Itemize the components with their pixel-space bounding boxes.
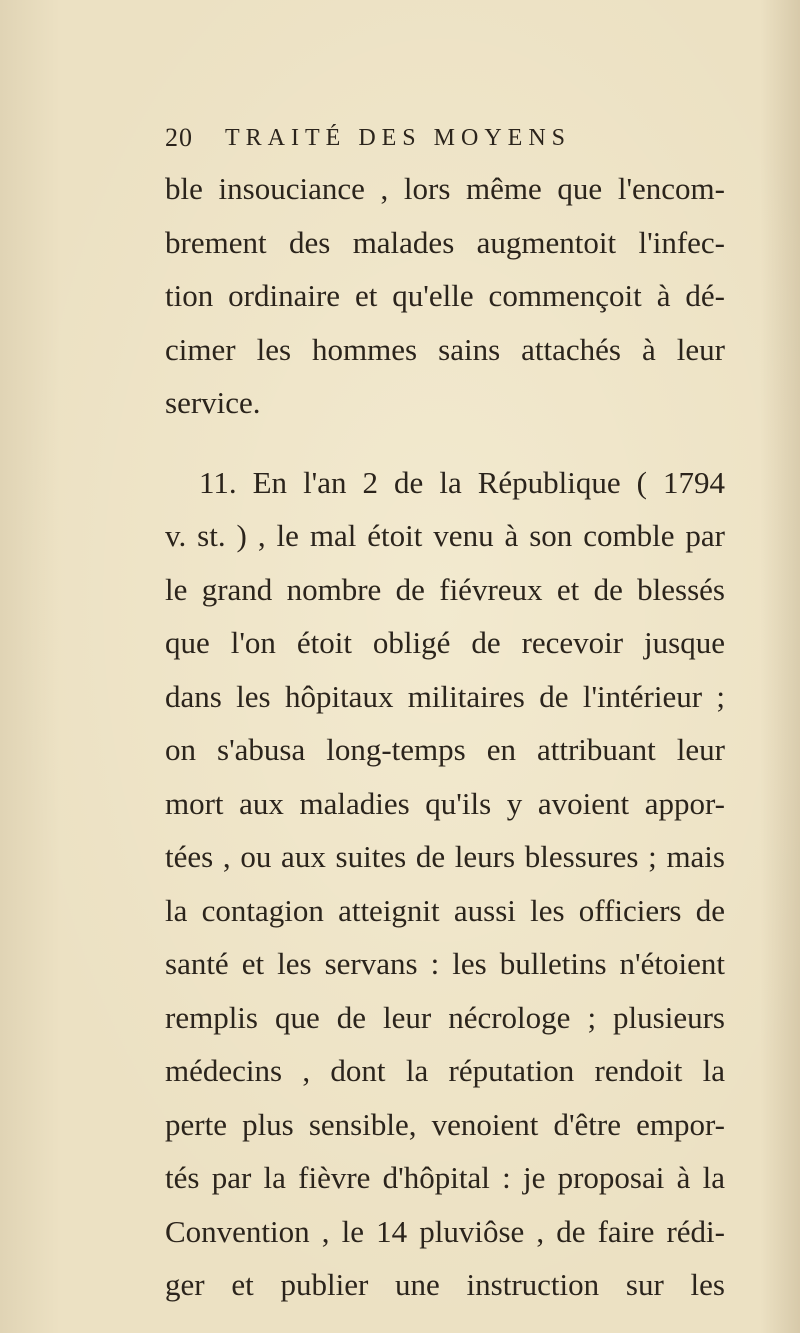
text-line: médecins , dont la réputation rendoit la — [165, 1053, 725, 1088]
text-line: ble insouciance , lors même que l'encom- — [165, 171, 725, 206]
text-line: mort aux maladies qu'ils y avoient appor- — [165, 785, 725, 821]
text-line: ger et publier une instruction sur les — [165, 1267, 725, 1302]
paragraph-break — [165, 430, 725, 456]
text-line: v. st. ) , le mal étoit venu à son comble par — [165, 518, 725, 553]
text-line: le grand nombre de fiévreux et de blessés — [165, 571, 725, 607]
text-line: Convention , le 14 pluviôse , de faire rédi- — [165, 1213, 725, 1249]
text-line: cimer les hommes sains attachés à leur — [165, 331, 725, 367]
text-line: santé et les servans : les bulletins n'étoient — [165, 946, 725, 981]
text-line: 11. En l'an 2 de la République ( 1794 — [199, 464, 725, 500]
body-text — [165, 162, 725, 1312]
text-line: tés par la fièvre d'hôpital : je proposai à la — [165, 1160, 725, 1195]
text-line: remplis que de leur nécrologe ; plusieurs — [165, 999, 725, 1035]
text-line: tées , ou aux suites de leurs blessures ; mais — [165, 839, 725, 874]
text-line: la contagion atteignit aussi les officiers de — [165, 892, 725, 928]
text-line: perte plus sensible, venoient d'être empor- — [165, 1106, 725, 1142]
running-head — [165, 120, 725, 156]
text-line: service. — [165, 385, 261, 420]
text-line: dans les hôpitaux militaires de l'intérieur ; — [165, 678, 725, 714]
text-line: que l'on étoit obligé de recevoir jusque — [165, 625, 725, 660]
text-line: brement des malades augmentoit l'infec- — [165, 224, 725, 260]
page-number: 20 — [165, 123, 193, 152]
running-title: TRAITÉ DES MOYENS — [225, 125, 571, 151]
text-line: on s'abusa long-temps en attribuant leur — [165, 732, 725, 767]
text-line: tion ordinaire et qu'elle commençoit à dé- — [165, 278, 725, 313]
